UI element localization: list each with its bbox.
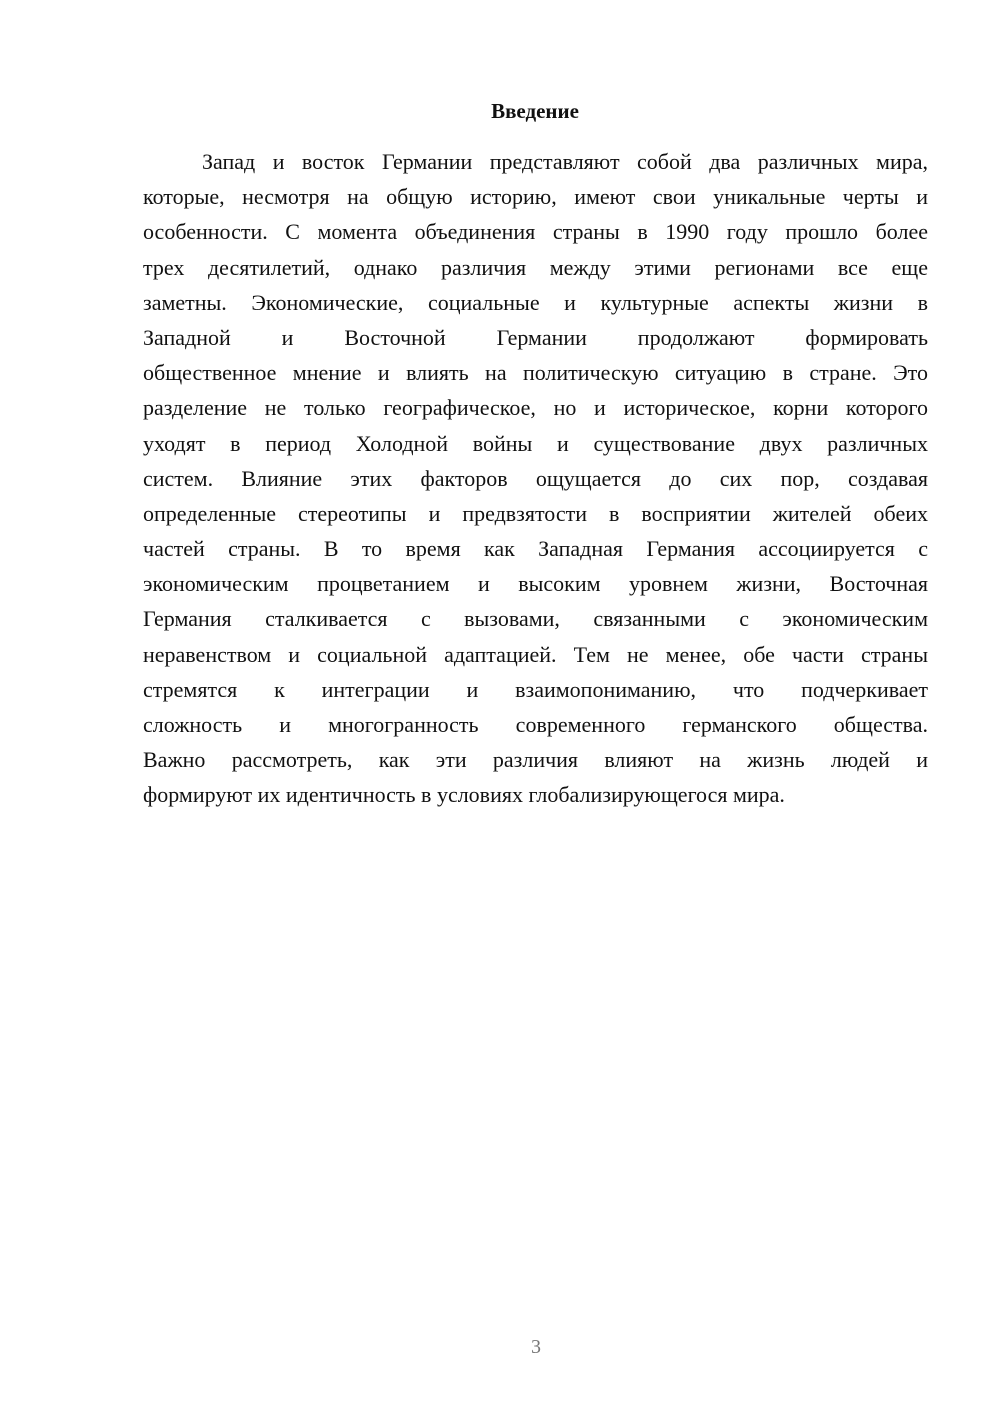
paragraph-line: стремятся к интеграции и взаимопониманию, что подчеркивает [143, 676, 928, 702]
paragraph-line: разделение не только географическое, но и историческое, корни которого [143, 395, 928, 421]
paragraph-line: сложность и многогранность современного германского общества. [143, 712, 928, 737]
paragraph-line: систем. Влияние этих факторов ощущается до сих пор, создавая [143, 465, 928, 491]
paragraph-line: неравенством и социальной адаптацией. Тем не менее, обе части страны [143, 641, 928, 667]
paragraph-line: частей страны. В то время как Западная Германия ассоциируется с [143, 536, 928, 562]
paragraph-line: которые, несмотря на общую историю, имеют свои уникальные черты и [143, 184, 928, 210]
paragraph-line: Германия сталкивается с вызовами, связанными с экономическим [143, 606, 928, 632]
paragraph-line: трех десятилетий, однако различия между этими регионами все еще [143, 254, 928, 280]
page-number: 3 [531, 1336, 541, 1358]
section-heading: Введение [491, 99, 579, 123]
paragraph-line: определенные стереотипы и предвзятости в восприятии жителей обеих [143, 500, 928, 526]
paragraph-line: экономическим процветанием и высоким уровнем жизни, Восточная [143, 571, 928, 597]
paragraph-line: заметны. Экономические, социальные и культурные аспекты жизни в [143, 289, 928, 315]
paragraph-line: Запад и восток Германии представляют собой два различных мира, [202, 149, 928, 174]
paragraph-line: общественное мнение и влиять на политическую ситуацию в стране. Это [143, 360, 928, 386]
introduction-paragraph [143, 144, 928, 813]
paragraph-line: Важно рассмотреть, как эти различия влияют на жизнь людей и [143, 747, 928, 773]
paragraph-line: формируют их идентичность в условиях глобализирующегося мира. [143, 782, 785, 808]
paragraph-line: Западной и Восточной Германии продолжают формировать [143, 324, 928, 350]
paragraph-line: уходят в период Холодной войны и существование двух различных [143, 430, 928, 456]
paragraph-line: особенности. С момента объединения страны в 1990 году прошло более [143, 219, 928, 245]
